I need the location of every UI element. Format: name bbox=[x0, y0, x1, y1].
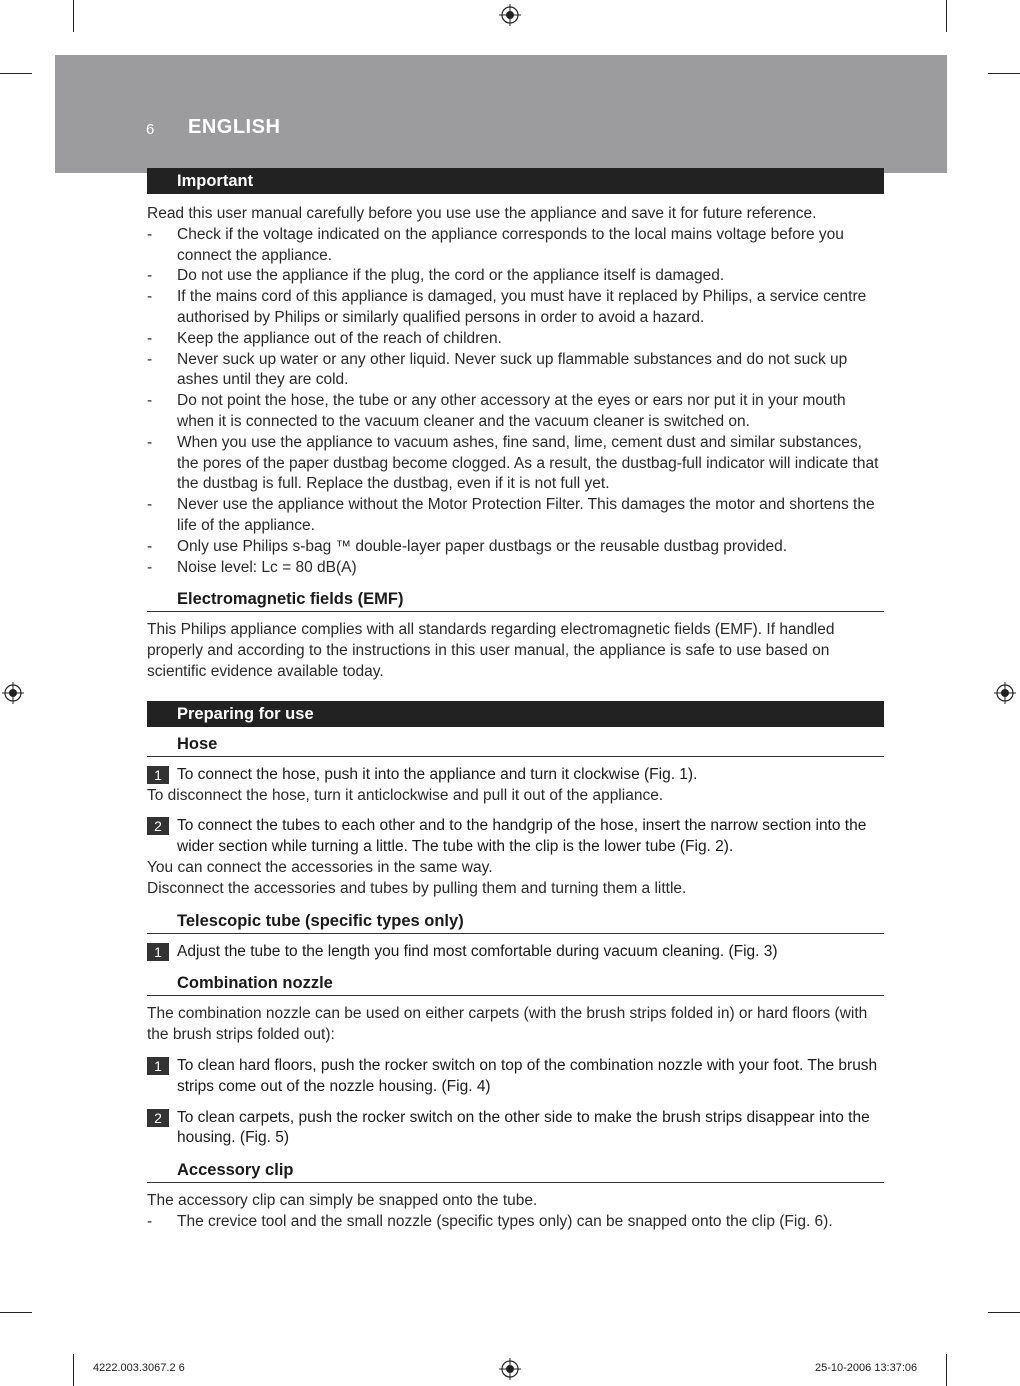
list-item: - When you use the appliance to vacuum ashes, fine sand, lime, cement dust and similar substances, the pores of the paper dustbag become clogged. As a result, the dustbag-full indicator will indicate that the dustbag is full. Replace the dustbag, even if it is not full yet. bbox=[147, 433, 884, 495]
list-item: - Check if the voltage indicated on the appliance corresponds to the local mains voltage before you connect the appliance. bbox=[147, 225, 884, 267]
header-band bbox=[55, 55, 947, 173]
hose-note: Disconnect the accessories and tubes by pulling them and turning them a little. bbox=[147, 879, 687, 897]
registration-mark-icon bbox=[2, 682, 24, 704]
list-item: - Keep the appliance out of the reach of children. bbox=[147, 329, 884, 350]
step-text: Adjust the tube to the length you find most comfortable during vacuum cleaning. (Fig. 3) bbox=[177, 942, 778, 960]
subheading-clip: Accessory clip bbox=[147, 1159, 884, 1183]
list-item: - Noise level: Lc = 80 dB(A) bbox=[147, 558, 884, 579]
step-number-badge: 2 bbox=[147, 1109, 169, 1127]
list-item: - Never use the appliance without the Motor Protection Filter. This damages the motor and shortens the life of the appliance. bbox=[147, 495, 884, 537]
step-text: To clean carpets, push the rocker switch on the other side to make the brush strips disappear into the housing. (Fig. 5) bbox=[177, 1108, 870, 1147]
step-text: To clean hard floors, push the rocker switch on top of the combination nozzle with your foot. The brush strips come out of the nozzle housing. (Fig. 4) bbox=[177, 1056, 878, 1095]
list-item: - Do not use the appliance if the plug, the cord or the appliance itself is damaged. bbox=[147, 266, 884, 287]
subheading-nozzle: Combination nozzle bbox=[147, 972, 884, 996]
hose-note: To disconnect the hose, turn it anticlockwise and pull it out of the appliance. bbox=[147, 786, 664, 804]
subheading-hose: Hose bbox=[147, 733, 884, 757]
page-number: 6 bbox=[146, 121, 155, 138]
crop-mark bbox=[988, 73, 1020, 74]
crop-mark bbox=[946, 0, 947, 32]
language-title: ENGLISH bbox=[188, 116, 281, 138]
list-item: - Do not point the hose, the tube or any other accessory at the eyes or ears nor put it in your mouth when it is connected to the vacuum cleaner and the vacuum cleaner is switched on. bbox=[147, 391, 884, 433]
step-nozzle-2 bbox=[147, 1108, 884, 1150]
step-text: To connect the tubes to each other and to the handgrip of the hose, insert the narrow section into the wider section while turning a little. The tube with the clip is the lower tube (Fig. 2). bbox=[177, 817, 867, 856]
page-content bbox=[147, 168, 884, 1233]
crop-mark bbox=[73, 1354, 74, 1386]
registration-mark-icon bbox=[499, 1358, 521, 1380]
nozzle-intro: The combination nozzle can be used on either carpets (with the brush strips folded in) or hard floors (with the brush strips folded out): bbox=[147, 1005, 868, 1044]
subheading-emf: Electromagnetic fields (EMF) bbox=[147, 588, 884, 612]
section-bar-preparing: Preparing for use bbox=[147, 701, 884, 727]
crop-mark bbox=[946, 1354, 947, 1386]
step-nozzle-1 bbox=[147, 1056, 884, 1098]
important-list bbox=[147, 225, 884, 579]
crop-mark bbox=[0, 73, 32, 74]
hose-note: You can connect the accessories in the same way. bbox=[147, 858, 493, 876]
crop-mark bbox=[988, 1312, 1020, 1313]
print-slug-left: 4222.003.3067.2 6 bbox=[93, 1362, 185, 1374]
registration-mark-icon bbox=[499, 4, 521, 26]
clip-list bbox=[147, 1212, 884, 1233]
list-item: - The crevice tool and the small nozzle (specific types only) can be snapped onto the clip (Fig. 6). bbox=[147, 1212, 884, 1233]
step-telescopic-1 bbox=[147, 942, 884, 963]
registration-mark-icon bbox=[994, 682, 1016, 704]
step-number-badge: 1 bbox=[147, 943, 169, 961]
list-item: - Only use Philips s-bag ™ double-layer paper dustbags or the reusable dustbag provided. bbox=[147, 537, 884, 558]
step-number-badge: 1 bbox=[147, 1057, 169, 1075]
step-number-badge: 2 bbox=[147, 817, 169, 835]
step-hose-1 bbox=[147, 765, 884, 786]
section-bar-important: Important bbox=[147, 168, 884, 194]
step-text: To connect the hose, push it into the appliance and turn it clockwise (Fig. 1). bbox=[177, 765, 698, 783]
list-item: - If the mains cord of this appliance is damaged, you must have it replaced by Philips, a service centre authorised by Philips or similarly qualified persons in order to avoid a hazard. bbox=[147, 287, 884, 329]
important-intro: Read this user manual carefully before you use use the appliance and save it for future reference. bbox=[147, 205, 817, 222]
step-number-badge: 1 bbox=[147, 766, 169, 784]
crop-mark bbox=[73, 0, 74, 32]
subheading-telescopic: Telescopic tube (specific types only) bbox=[147, 910, 884, 934]
crop-mark bbox=[0, 1312, 32, 1313]
emf-text: This Philips appliance complies with all standards regarding electromagnetic fields (EMF). If handled properly and according to the instructions in this user manual, the appliance is safe to use based on scientific evidence available today. bbox=[147, 621, 835, 680]
print-slug-right: 25-10-2006 13:37:06 bbox=[815, 1362, 918, 1374]
step-hose-2 bbox=[147, 816, 884, 858]
clip-intro: The accessory clip can simply be snapped onto the tube. bbox=[147, 1192, 538, 1210]
list-item: - Never suck up water or any other liquid. Never suck up flammable substances and do not suck up ashes until they are cold. bbox=[147, 350, 884, 392]
